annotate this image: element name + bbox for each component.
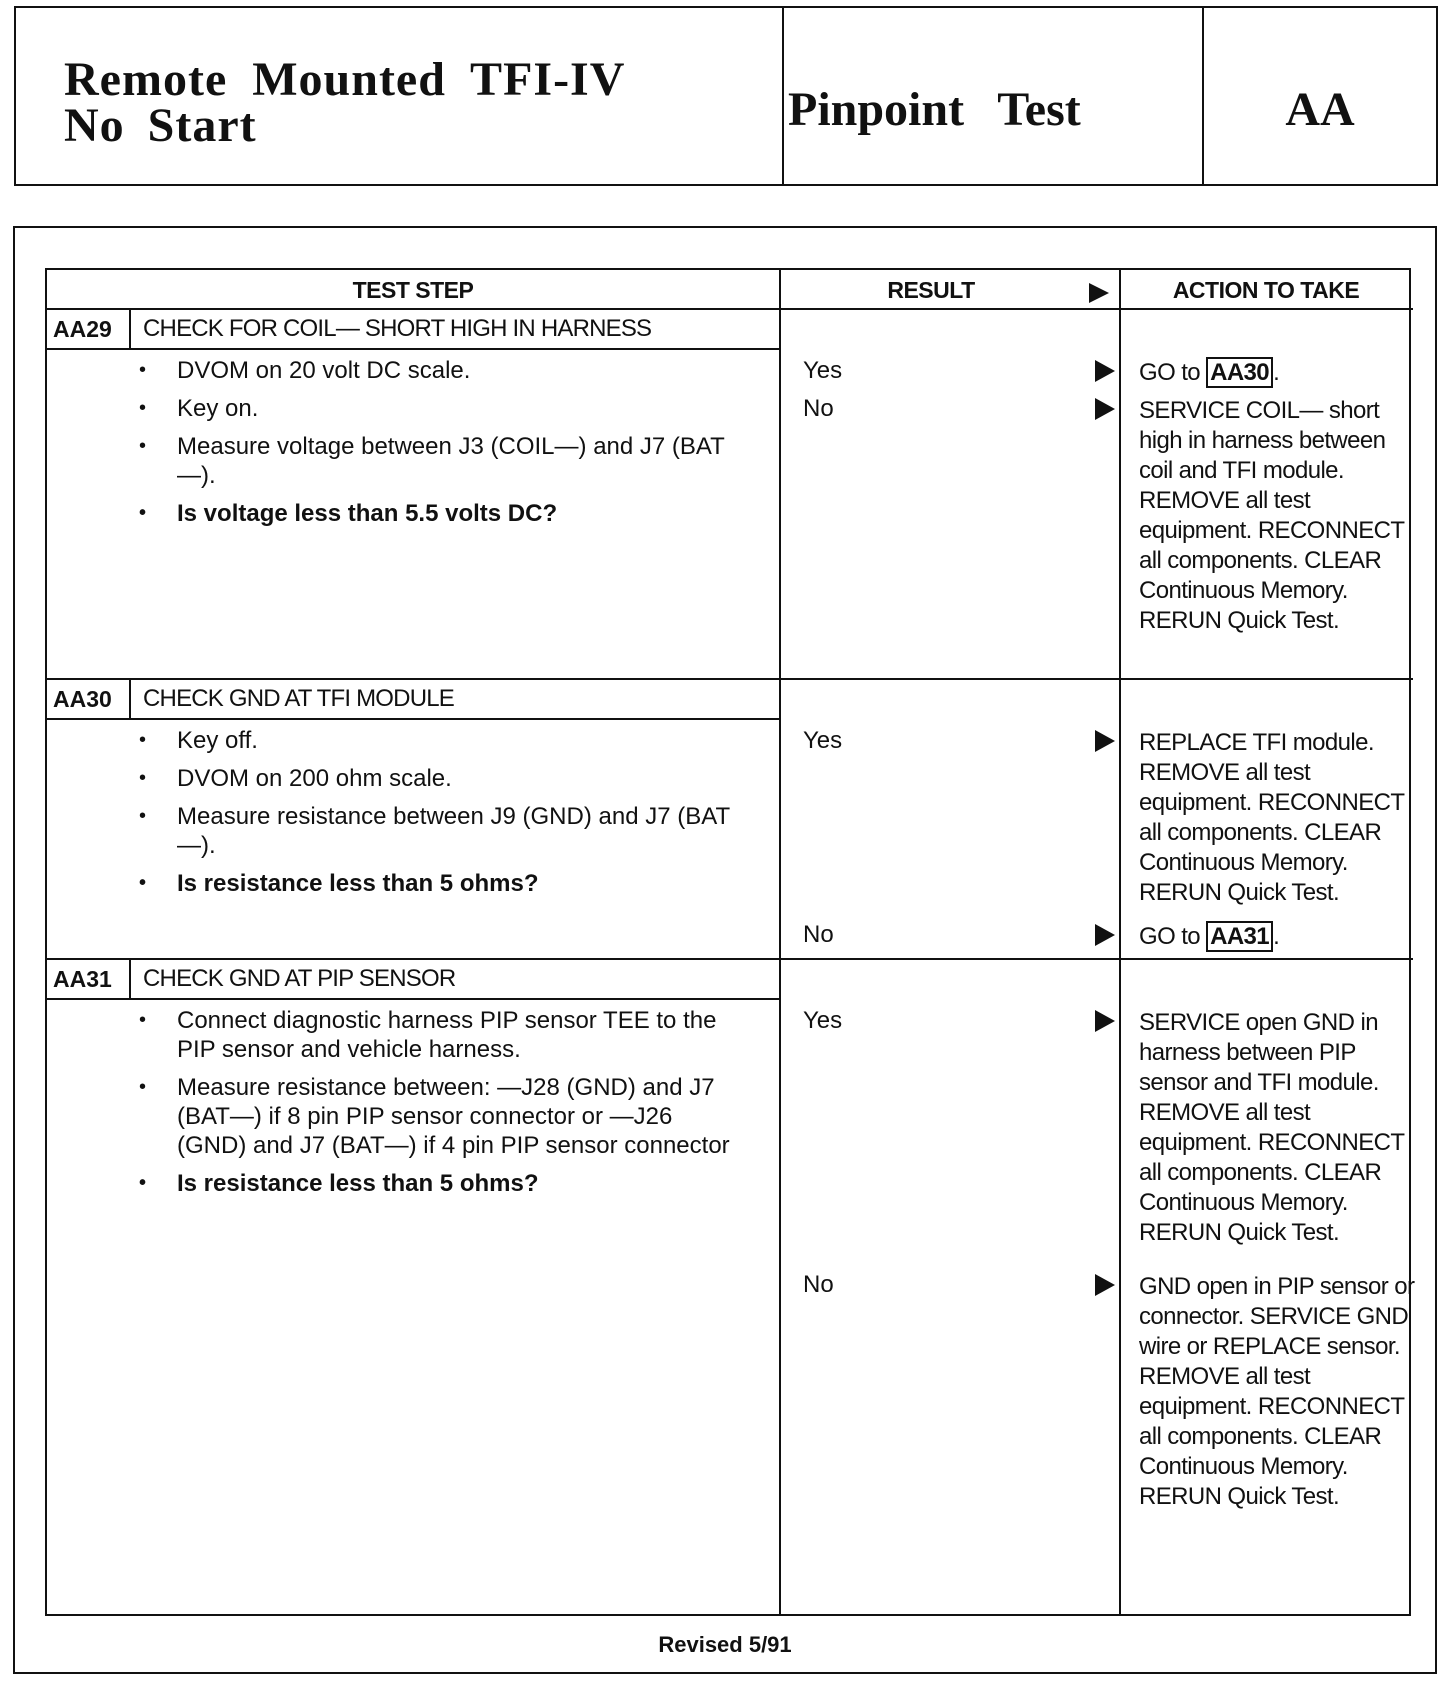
result-label: Yes — [803, 1007, 843, 1034]
col-header-result: RESULT — [887, 277, 975, 303]
step-instructions — [133, 1006, 733, 1207]
action-text — [1139, 922, 1419, 952]
step-question: • Is voltage less than 5.5 volts DC? — [133, 499, 733, 528]
step-title-divider — [47, 718, 779, 720]
step-id: AA30 — [53, 686, 112, 712]
page-header — [14, 6, 1438, 186]
step-title-divider — [47, 998, 779, 1000]
step-question: • Is resistance less than 5 ohms? — [133, 869, 733, 898]
pinpoint-table — [45, 268, 1415, 1616]
instruction: • Key on. — [133, 394, 733, 423]
action-suffix: . — [1273, 359, 1280, 386]
arrow-icon — [1095, 360, 1115, 382]
result-label: No — [803, 395, 834, 422]
arrow-icon — [1095, 398, 1115, 420]
step-title: CHECK GND AT PIP SENSOR — [143, 965, 456, 992]
step-title: CHECK GND AT TFI MODULE — [143, 685, 454, 712]
step-reference[interactable]: AA31 — [1206, 921, 1273, 952]
content-frame — [13, 226, 1437, 1674]
step-id: AA29 — [53, 316, 112, 342]
test-type: Pinpoint Test — [788, 83, 1081, 136]
revision-note: Revised 5/91 — [658, 1632, 792, 1657]
action-text: SERVICE open GND in harness between PIP sensor and TFI module. REMOVE all test equipment. RECONNECT all components. CLEAR Continuous Memory. RERUN Quick Test. — [1139, 1009, 1404, 1246]
arrow-icon — [1095, 1274, 1115, 1296]
action-prefix: GO to — [1139, 359, 1207, 386]
step-title: CHECK FOR COIL— SHORT HIGH IN HARNESS — [143, 315, 652, 342]
arrow-icon — [1095, 1010, 1115, 1032]
step-question: • Is resistance less than 5 ohms? — [133, 1169, 733, 1198]
result-label: Yes — [803, 727, 843, 754]
step-instructions — [133, 726, 733, 907]
arrow-icon — [1095, 730, 1115, 752]
result-label: No — [803, 1271, 834, 1298]
action-text: SERVICE COIL— short high in harness between coil and TFI module. REMOVE all test equipment. RECONNECT all components. CLEAR Continuous Memory. RERUN Quick Test. — [1139, 397, 1404, 634]
action-text: GND open in PIP sensor or connector. SERVICE GND wire or REPLACE sensor. REMOVE all test equipment. RECONNECT all components. CLEAR Continuous Memory. RERUN Quick Test. — [1139, 1273, 1415, 1510]
step-instructions — [133, 356, 733, 537]
instruction: • Measure resistance between: —J28 (GND) and J7 (BAT—) if 8 pin PIP sensor connector or —J26 (GND) and J7 (BAT—) if 4 pin PIP sensor connector — [133, 1073, 733, 1160]
instruction: • Connect diagnostic harness PIP sensor TEE to the PIP sensor and vehicle harness. — [133, 1006, 733, 1064]
result-label: Yes — [803, 357, 843, 384]
col-header-test-step: TEST STEP — [352, 277, 474, 303]
action-suffix: . — [1273, 923, 1280, 950]
instruction: • DVOM on 20 volt DC scale. — [133, 356, 733, 385]
page-subtitle: No Start — [64, 99, 257, 152]
action-text — [1139, 358, 1419, 388]
result-label: No — [803, 921, 834, 948]
title-cell — [16, 8, 784, 184]
step-id: AA31 — [53, 966, 112, 992]
col-header-action: ACTION TO TAKE — [1172, 277, 1360, 303]
step-title-divider — [47, 348, 779, 350]
instruction: • Measure voltage between J3 (COIL—) and J7 (BAT—). — [133, 432, 733, 490]
column-divider — [1119, 270, 1121, 1614]
instruction: • Key off. — [133, 726, 733, 755]
test-code-cell — [1204, 8, 1436, 184]
result-arrow-icon — [1089, 283, 1109, 303]
instruction: • DVOM on 200 ohm scale. — [133, 764, 733, 793]
page-title: Remote Mounted TFI-IV — [64, 53, 626, 106]
action-prefix: GO to — [1139, 923, 1207, 950]
action-text: REPLACE TFI module. REMOVE all test equipment. RECONNECT all components. CLEAR Continuous Memory. RERUN Quick Test. — [1139, 729, 1404, 906]
column-divider — [779, 270, 781, 1614]
arrow-icon — [1095, 924, 1115, 946]
test-type-cell — [784, 8, 1204, 184]
instruction: • Measure resistance between J9 (GND) and J7 (BAT—). — [133, 802, 733, 860]
test-code: AA — [1285, 83, 1355, 136]
step-reference[interactable]: AA30 — [1206, 357, 1273, 388]
